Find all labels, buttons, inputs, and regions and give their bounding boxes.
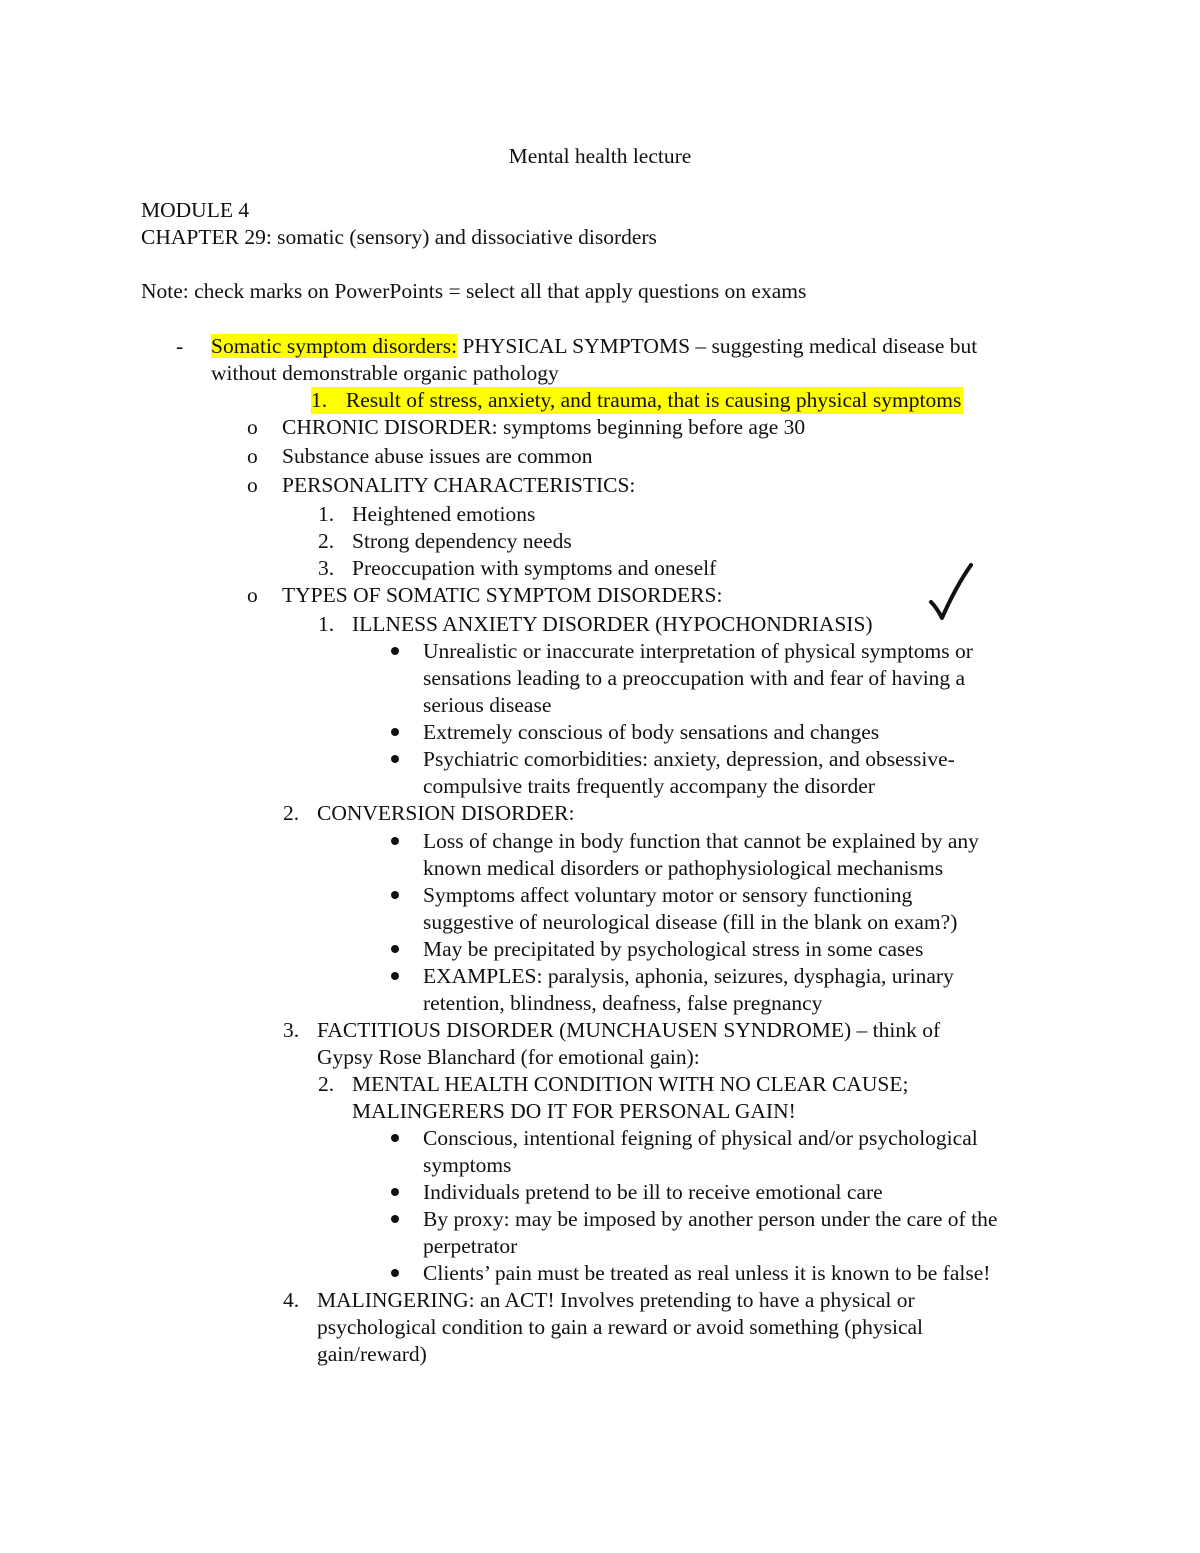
conv-bullet-2: Symptoms affect voluntary motor or sensory functioning bbox=[423, 883, 913, 907]
bullet-dot bbox=[391, 945, 399, 953]
bullet-dot bbox=[391, 972, 399, 980]
chapter-heading: CHAPTER 29: somatic (sensory) and dissociative disorders bbox=[141, 225, 657, 249]
result-num: 1. bbox=[311, 388, 328, 412]
note-line: Note: check marks on PowerPoints = select all that apply questions on exams bbox=[141, 279, 807, 303]
conv-bullet-4: EXAMPLES: paralysis, aphonia, seizures, dysphagia, urinary bbox=[423, 964, 954, 988]
conv-bullet-2-cont: suggestive of neurological disease (fill in the blank on exam?) bbox=[423, 910, 958, 934]
result-text: Result of stress, anxiety, and trauma, that is causing physical symptoms bbox=[345, 388, 962, 412]
bullet-dot bbox=[391, 1269, 399, 1277]
bullet-dot bbox=[391, 1188, 399, 1196]
illness-heading: ILLNESS ANXIETY DISORDER (HYPOCHONDRIASIS) bbox=[352, 612, 873, 636]
illness-num: 1. bbox=[318, 612, 335, 636]
malingering-line-cont: gain/reward) bbox=[317, 1342, 427, 1366]
o-marker: o bbox=[247, 415, 258, 439]
personality-line: PERSONALITY CHARACTERISTICS: bbox=[282, 473, 636, 497]
fact-bullet-3-cont: perpetrator bbox=[423, 1234, 518, 1258]
fact-bullet-1: Conscious, intentional feigning of physical and/or psychological bbox=[423, 1126, 978, 1150]
somatic-highlight: Somatic symptom disorders: bbox=[211, 334, 458, 358]
illness-bullet-3-cont: compulsive traits frequently accompany the disorder bbox=[423, 774, 875, 798]
illness-bullet-3: Psychiatric comorbidities: anxiety, depression, and obsessive- bbox=[423, 747, 955, 771]
somatic-line bbox=[211, 333, 977, 360]
factitious-heading-cont: Gypsy Rose Blanchard (for emotional gain): bbox=[317, 1045, 700, 1069]
factitious-heading: FACTITIOUS DISORDER (MUNCHAUSEN SYNDROME) – think of bbox=[317, 1018, 941, 1042]
bullet-dot bbox=[391, 1134, 399, 1142]
bullet-dot bbox=[391, 728, 399, 736]
fact-bullet-1-cont: symptoms bbox=[423, 1153, 512, 1177]
illness-bullet-1-cont: serious disease bbox=[423, 693, 552, 717]
page-title: Mental health lecture bbox=[508, 144, 692, 168]
conv-bullet-4-cont: retention, blindness, deafness, false pregnancy bbox=[423, 991, 823, 1015]
chronic-line: CHRONIC DISORDER: symptoms beginning before age 30 bbox=[282, 415, 806, 439]
pers-num: 3. bbox=[318, 556, 335, 580]
dash-marker: - bbox=[176, 334, 184, 358]
bullet-dot bbox=[391, 891, 399, 899]
o-marker: o bbox=[247, 583, 258, 607]
mh-num: 2. bbox=[318, 1072, 335, 1096]
pers-num: 2. bbox=[318, 529, 335, 553]
mh-line: MENTAL HEALTH CONDITION WITH NO CLEAR CAUSE; bbox=[352, 1072, 909, 1096]
o-marker: o bbox=[247, 444, 258, 468]
pers-item: Strong dependency needs bbox=[352, 529, 572, 553]
types-line: TYPES OF SOMATIC SYMPTOM DISORDERS: bbox=[282, 583, 723, 607]
factitious-num: 3. bbox=[283, 1018, 300, 1042]
malingering-line: MALINGERING: an ACT! Involves pretending to have a physical or bbox=[317, 1288, 915, 1312]
somatic-cont: without demonstrable organic pathology bbox=[211, 361, 559, 385]
bullet-dot bbox=[391, 837, 399, 845]
conv-bullet-3: May be precipitated by psychological stress in some cases bbox=[423, 937, 924, 961]
somatic-rest: PHYSICAL SYMPTOMS – suggesting medical disease but bbox=[457, 334, 978, 358]
pers-item: Preoccupation with symptoms and oneself bbox=[352, 556, 717, 580]
bullet-dot bbox=[391, 755, 399, 763]
fact-bullet-2: Individuals pretend to be ill to receive emotional care bbox=[423, 1180, 883, 1204]
o-marker: o bbox=[247, 473, 258, 497]
illness-bullet-1: Unrealistic or inaccurate interpretation of physical symptoms or bbox=[423, 639, 973, 663]
fact-bullet-3: By proxy: may be imposed by another person under the care of the bbox=[423, 1207, 998, 1231]
conversion-num: 2. bbox=[283, 801, 300, 825]
malingering-num: 4. bbox=[283, 1288, 300, 1312]
conversion-heading: CONVERSION DISORDER: bbox=[317, 801, 575, 825]
illness-bullet-1-cont: sensations leading to a preoccupation with and fear of having a bbox=[423, 666, 966, 690]
pers-item: Heightened emotions bbox=[352, 502, 536, 526]
module-heading: MODULE 4 bbox=[141, 198, 250, 222]
illness-bullet-2: Extremely conscious of body sensations and changes bbox=[423, 720, 880, 744]
result-line bbox=[311, 387, 963, 414]
pers-num: 1. bbox=[318, 502, 335, 526]
mh-line-cont: MALINGERERS DO IT FOR PERSONAL GAIN! bbox=[352, 1099, 796, 1123]
substance-line: Substance abuse issues are common bbox=[282, 444, 593, 468]
conv-bullet-1-cont: known medical disorders or pathophysiological mechanisms bbox=[423, 856, 944, 880]
check-mark-icon bbox=[925, 562, 995, 624]
bullet-dot bbox=[391, 1215, 399, 1223]
conv-bullet-1: Loss of change in body function that cannot be explained by any bbox=[423, 829, 979, 853]
malingering-line-cont: psychological condition to gain a reward or avoid something (physical bbox=[317, 1315, 924, 1339]
fact-bullet-4: Clients’ pain must be treated as real unless it is known to be false! bbox=[423, 1261, 991, 1285]
bullet-dot bbox=[391, 647, 399, 655]
